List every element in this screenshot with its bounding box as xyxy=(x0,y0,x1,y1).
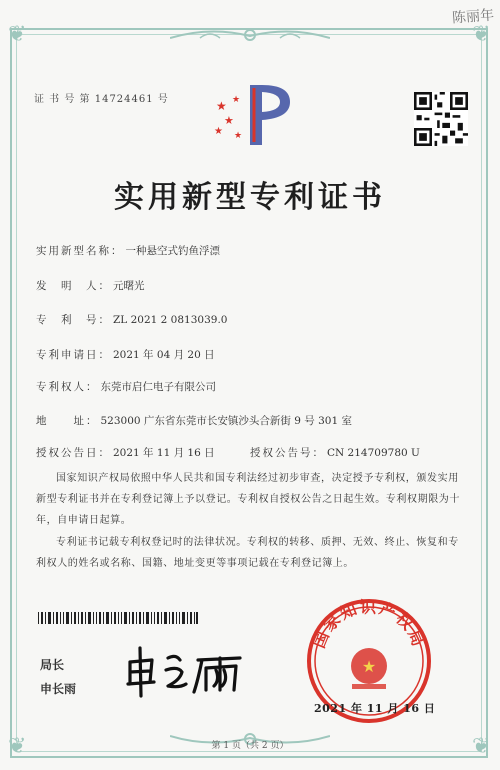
utility-model-name-row xyxy=(36,243,220,258)
svg-text:★: ★ xyxy=(361,657,377,676)
field-value: 2021 年 11 月 16 日 xyxy=(113,447,215,459)
inventor-row xyxy=(36,278,145,293)
grant-date-row xyxy=(36,445,215,460)
svg-text:★: ★ xyxy=(216,99,227,113)
field-label: 授权公告日： xyxy=(36,447,111,459)
qr-code-icon xyxy=(414,92,468,146)
director-signature xyxy=(120,640,260,700)
field-label: 专 利 号： xyxy=(36,314,111,326)
field-value: 2021 年 04 月 20 日 xyxy=(113,349,215,361)
field-label: 授权公告号： xyxy=(250,447,325,459)
svg-text:★: ★ xyxy=(234,131,243,141)
director-title: 局长 xyxy=(40,658,65,672)
corner-ornament-icon: ❦ xyxy=(472,22,491,47)
handwritten-note: 陈丽年 xyxy=(451,7,495,27)
director-name: 申长雨 xyxy=(40,682,77,696)
corner-ornament-icon: ❦ xyxy=(8,22,27,47)
svg-text:★: ★ xyxy=(214,126,223,137)
seal-date: 2021 年 11 月 16 日 xyxy=(314,702,436,715)
field-label: 专利权人： xyxy=(36,381,99,393)
svg-text:国家知识产权局: 国家知识产权局 xyxy=(309,597,429,651)
cnipa-logo-icon xyxy=(210,80,300,150)
patent-number-row xyxy=(36,312,227,327)
svg-text:★: ★ xyxy=(224,114,234,127)
certificate-title: 实用新型专利证书 xyxy=(114,180,386,215)
field-label: 实用新型名称： xyxy=(36,245,124,257)
grant-number-row xyxy=(250,445,420,460)
barcode-icon xyxy=(38,612,198,624)
legal-status-paragraph: 专利证书记载专利权登记时的法律状况。专利权的转移、质押、无效、终止、恢复和专利权人的姓名或名称、国籍、地址变更等事项记载在专利登记簿上。 xyxy=(36,537,459,569)
grant-statement-paragraph: 国家知识产权局依照中华人民共和国专利法经过初步审查，决定授予专利权，颁发实用新型专利证书并在专利登记簿上予以登记。专利权自授权公告之日起生效。专利权期限为十年，自申请日起算。 xyxy=(36,473,460,526)
certificate-number: 证 书 号 第 14724461 号 xyxy=(34,94,169,105)
field-value: 一种悬空式钓鱼浮漂 xyxy=(125,245,220,257)
corner-ornament-icon: ❦ xyxy=(8,734,27,759)
field-value: 东莞市启仁电子有限公司 xyxy=(100,381,216,393)
field-label: 地 址： xyxy=(36,415,99,427)
field-value: ZL 2021 2 0813039.0 xyxy=(113,314,228,326)
corner-ornament-icon: ❦ xyxy=(472,734,491,759)
field-value: 523000 广东省东莞市长安镇沙头合新街 9 号 301 室 xyxy=(100,415,352,427)
address-row xyxy=(36,413,352,428)
application-date-row xyxy=(36,347,215,362)
page-number: 第 1 页（共 2 页） xyxy=(211,741,289,751)
field-label: 专利申请日： xyxy=(36,349,111,361)
field-label: 发 明 人： xyxy=(36,280,111,292)
top-ornament-icon xyxy=(170,24,330,46)
field-value: 元曙光 xyxy=(113,280,145,292)
field-value: CN 214709780 U xyxy=(327,447,420,459)
patentee-row xyxy=(36,379,216,394)
svg-text:★: ★ xyxy=(232,95,241,105)
